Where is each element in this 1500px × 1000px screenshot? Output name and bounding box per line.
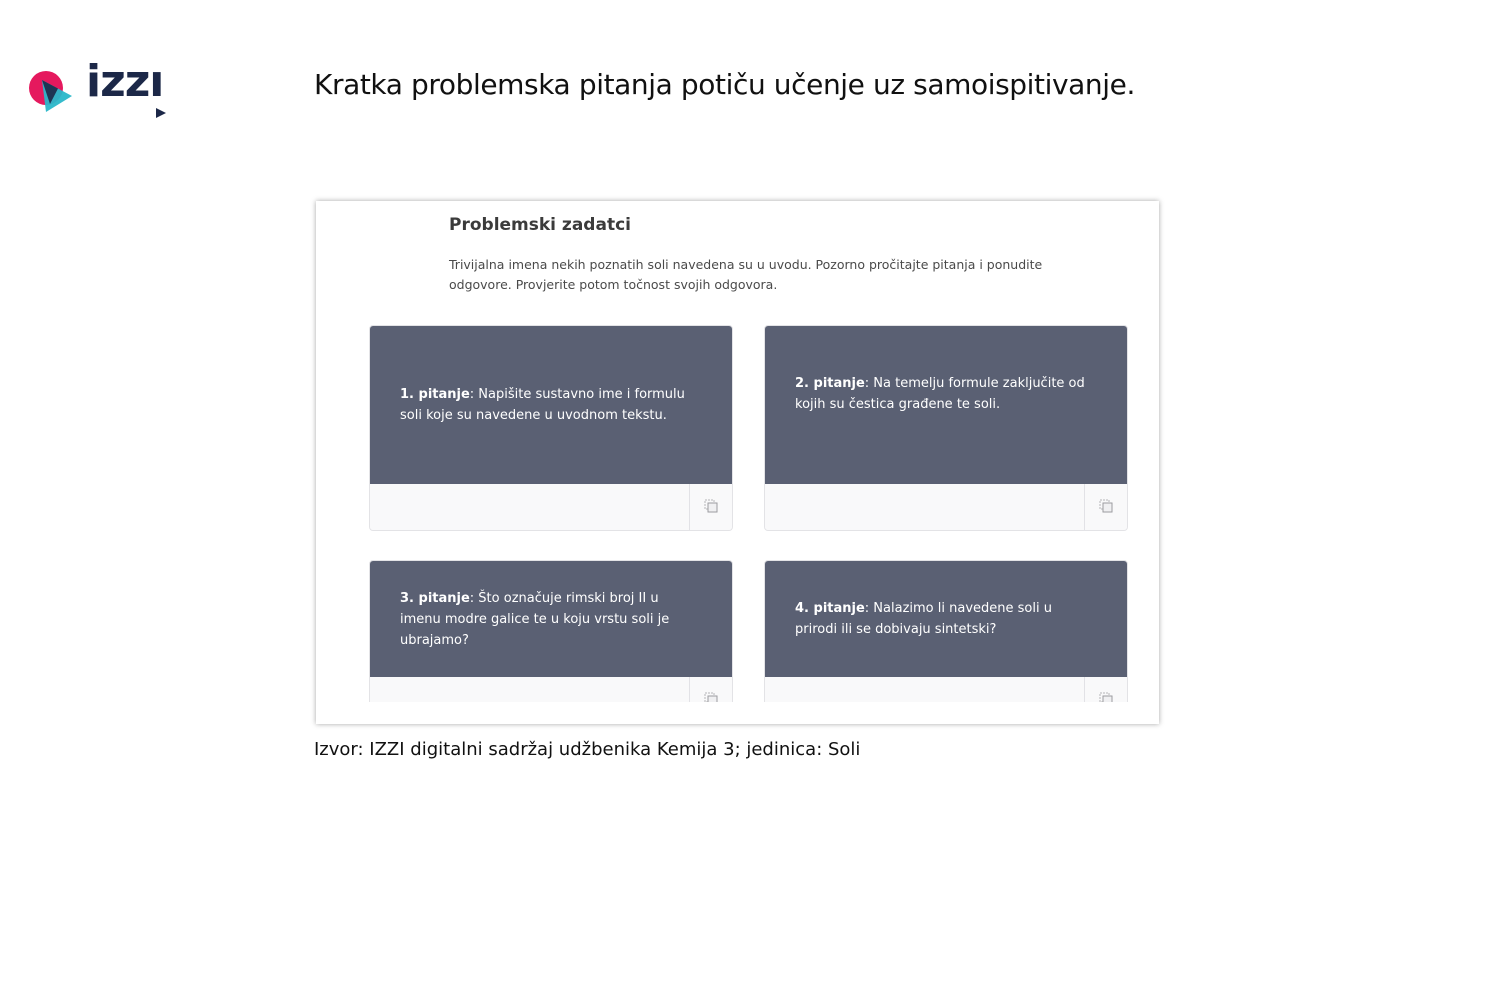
izzi-play-mark-icon [28, 68, 74, 114]
question-card-face[interactable] [765, 561, 1127, 677]
footer-divider [689, 484, 690, 530]
question-text: : Na temelju formule zaključite od kojih su čestica građene te soli. [795, 376, 1085, 412]
answer-area[interactable] [370, 484, 732, 530]
question-label: 3. pitanje [400, 590, 470, 606]
question-label: 4. pitanje [795, 601, 865, 616]
question-text: : Nalazimo li navedene soli u prirodi ili se dobivaju sintetski? [795, 601, 1052, 637]
question-card-face[interactable] [370, 561, 732, 677]
question-card[interactable] [764, 560, 1128, 724]
slide-title: Kratka problemska pitanja potiču učenje uz samoispitivanje. [314, 68, 1135, 101]
question-text: : Napišite sustavno ime i formulu soli koje su navedene u uvodnom tekstu. [400, 387, 685, 423]
section-intro: Trivijalna imena nekih poznatih soli navedena su u uvodu. Pozorno pročitajte pitanja i ponudite odgovore. Provjerite potom točnost svojih odgovora. [449, 257, 1043, 292]
question-text: : Što označuje rimski broj II u imenu modre galice te u koju vrstu soli je ubrajamo? [400, 590, 670, 648]
copy-icon[interactable] [704, 499, 718, 513]
question-label: 1. pitanje [400, 387, 470, 402]
question-card[interactable] [764, 325, 1128, 531]
question-card[interactable] [369, 325, 733, 531]
source-caption: Izvor: IZZI digitalni sadržaj udžbenika Kemija 3; jedinica: Soli [314, 739, 861, 760]
screenshot-crop-edge [316, 702, 1159, 724]
problem-tasks-screenshot [316, 201, 1159, 724]
question-card[interactable] [369, 560, 733, 724]
question-card-face[interactable] [765, 326, 1127, 484]
answer-area[interactable] [765, 484, 1127, 530]
section-heading: Problemski zadatci [449, 215, 631, 235]
footer-divider [1084, 484, 1085, 530]
question-label: 2. pitanje [795, 376, 865, 391]
question-card-face[interactable] [370, 326, 732, 484]
izzi-logo-text: izzı [86, 56, 164, 107]
izzi-logo [28, 56, 173, 120]
copy-icon[interactable] [1099, 499, 1113, 513]
logo-arrow-icon [156, 108, 166, 118]
